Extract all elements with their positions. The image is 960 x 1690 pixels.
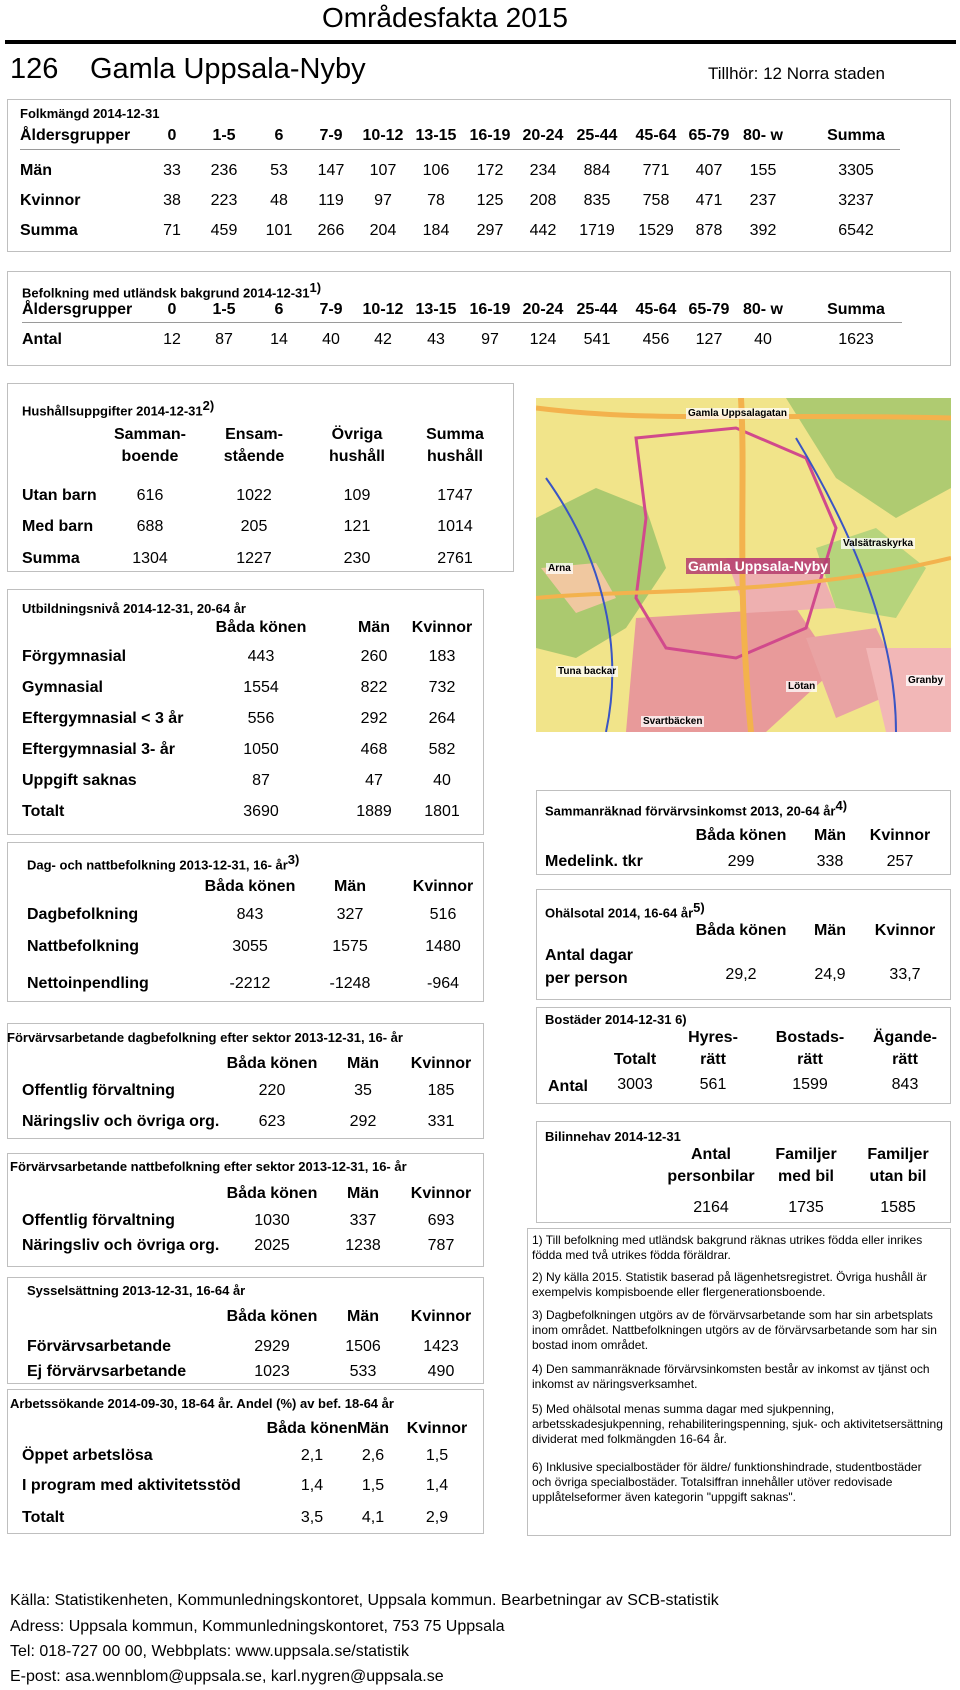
row-label: Antal dagar: [545, 947, 634, 964]
age-group-header: 25-44: [576, 301, 618, 318]
table-cell: 616: [136, 487, 164, 504]
table-cell: 292: [349, 1113, 377, 1130]
table-cell: 3,5: [300, 1509, 324, 1526]
table-cell: 490: [427, 1363, 455, 1380]
table-cell: 459: [210, 222, 238, 239]
row-label: Gymnasial: [22, 679, 103, 696]
education-title: Utbildningsnivå 2014-12-31, 20-64 år: [22, 601, 246, 616]
row-label: Eftergymnasial 3- år: [22, 741, 175, 758]
report-title: Områdesfakta 2015: [322, 2, 568, 33]
population-col-label: Åldersgrupper: [20, 127, 131, 144]
table-cell: 185: [427, 1082, 455, 1099]
table-cell: 264: [428, 710, 456, 727]
foreign-title-text: Befolkning med utländsk bakgrund 2014-12-31: [22, 285, 310, 301]
table-cell: 47: [365, 772, 383, 789]
column-header: Ägande-: [873, 1029, 937, 1046]
table-cell: 1529: [638, 222, 674, 239]
table-cell: 42: [374, 331, 392, 348]
column-header: stående: [223, 448, 285, 465]
table-cell: 443: [247, 648, 275, 665]
income-title: [545, 798, 847, 818]
column-header: Kvinnor: [410, 1308, 472, 1325]
table-cell: 2,9: [425, 1509, 449, 1526]
table-cell: 234: [529, 162, 557, 179]
column-header: utan bil: [869, 1168, 927, 1185]
column-header: Båda könen: [226, 1055, 318, 1072]
age-group-header: 6: [274, 127, 284, 144]
table-cell: 693: [427, 1212, 455, 1229]
column-header: Båda könen: [226, 1308, 318, 1325]
table-cell: 3690: [243, 803, 279, 820]
column-header: Män: [814, 827, 846, 844]
row-label: Förgymnasial: [22, 648, 127, 665]
foreign-header-rule: [22, 322, 902, 323]
night-sector-title: Förvärvsarbetande nattbefolkning efter sektor 2013-12-31, 16- år: [10, 1159, 407, 1174]
table-cell: 1747: [437, 487, 473, 504]
table-cell: 183: [428, 648, 456, 665]
column-header: med bil: [777, 1168, 834, 1185]
sum-header: Summa: [827, 301, 885, 318]
sickness-title: [545, 900, 705, 920]
row-label: Kvinnor: [20, 192, 81, 209]
daynight-title-text: Dag- och nattbefolkning 2013-12-31, 16- år: [27, 857, 288, 873]
table-cell: 107: [369, 162, 397, 179]
table-cell: 147: [317, 162, 345, 179]
table-cell: 40: [754, 331, 772, 348]
column-header: Båda könen: [226, 1185, 318, 1202]
row-label: Öppet arbetslösa: [22, 1447, 153, 1464]
column-header: Kvinnor: [411, 619, 473, 636]
age-group-header: 65-79: [688, 301, 730, 318]
map-label: Svartbäcken: [643, 716, 703, 727]
age-group-header: 10-12: [362, 127, 404, 144]
area-map: [536, 398, 951, 732]
row-label: Antal: [548, 1078, 588, 1095]
column-header: Familjer: [867, 1146, 929, 1163]
table-cell: 124: [529, 331, 557, 348]
row-label: Summa: [22, 550, 80, 567]
table-cell: -964: [426, 975, 460, 992]
age-group-header: 1-5: [212, 301, 236, 318]
row-label: Nettoinpendling: [27, 975, 149, 992]
column-header: Kvinnor: [869, 827, 931, 844]
age-group-header: 0: [167, 301, 177, 318]
table-cell: 204: [369, 222, 397, 239]
column-header: Båda könen: [695, 922, 787, 939]
table-cell: 14: [270, 331, 288, 348]
table-cell: 771: [642, 162, 670, 179]
row-label: Offentlig förvaltning: [22, 1212, 175, 1229]
row-label: Förvärvsarbetande: [27, 1338, 172, 1355]
table-cell: 392: [749, 222, 777, 239]
table-cell: 337: [349, 1212, 377, 1229]
column-header: rätt: [892, 1051, 918, 1068]
column-header: Kvinnor: [412, 878, 474, 895]
column-header: Ensam-: [225, 426, 283, 443]
table-cell: 1506: [345, 1338, 381, 1355]
population-header-rule: [20, 149, 900, 150]
table-cell: 97: [481, 331, 499, 348]
column-header: Bostads-: [775, 1029, 845, 1046]
age-group-header: 16-19: [469, 301, 511, 318]
map-label: Arna: [548, 563, 571, 574]
table-cell: 297: [476, 222, 504, 239]
table-cell: 127: [695, 331, 723, 348]
table-cell: 556: [247, 710, 275, 727]
table-cell: 299: [727, 853, 755, 870]
table-cell: 109: [343, 487, 371, 504]
column-header: Båda könen: [215, 619, 307, 636]
map-label: Tuna backar: [558, 666, 617, 677]
table-cell: 208: [529, 192, 557, 209]
age-group-header: 25-44: [576, 127, 618, 144]
table-cell: 237: [749, 192, 777, 209]
column-header: Hyres-: [688, 1029, 738, 1046]
sickness-title-text: Ohälsotal 2014, 16-64 år: [545, 905, 694, 921]
table-cell: 184: [422, 222, 450, 239]
table-cell: 1735: [788, 1199, 824, 1216]
footnote: 5) Med ohälsotal menas summa dagar med sjukpenning, arbetsskadesjukpenning, rehabiliteringspenning, sjuk- och aktivitetsersättning dividerat med folkmängden 16-64 år.: [532, 1402, 943, 1446]
age-group-header: 6: [274, 301, 284, 318]
table-cell: 33,7: [889, 966, 921, 983]
age-group-header: 20-24: [522, 127, 564, 144]
age-group-header: 80- w: [742, 127, 783, 144]
column-header: Övriga: [331, 426, 383, 443]
column-header: Män: [357, 1420, 389, 1437]
row-label: Totalt: [22, 1509, 65, 1526]
income-title-text: Sammanräknad förvärvsinkomst 2013, 20-64 år: [545, 803, 836, 819]
table-cell: 787: [427, 1237, 455, 1254]
table-cell: 121: [343, 518, 371, 535]
table-cell: 106: [422, 162, 450, 179]
map-label: Gamla Uppsala-Nyby: [688, 558, 829, 574]
footnote: 2) Ny källa 2015. Statistik baserad på lägenhetsregistret. Övriga hushåll är exempelvis kompisboende eller flergenerationsboende.: [532, 1270, 927, 1299]
area-number: 126: [10, 53, 59, 85]
row-label: Nattbefolkning: [27, 938, 139, 955]
table-cell: 220: [258, 1082, 286, 1099]
table-cell: 40: [433, 772, 451, 789]
table-cell: 1599: [792, 1076, 828, 1093]
table-cell: 292: [360, 710, 388, 727]
table-cell: 119: [318, 192, 344, 209]
table-cell: 878: [695, 222, 723, 239]
age-group-header: 0: [167, 127, 177, 144]
table-cell: -1248: [329, 975, 371, 992]
table-cell: 843: [891, 1076, 919, 1093]
table-cell: 688: [136, 518, 164, 535]
table-cell: 1554: [243, 679, 279, 696]
table-cell: 822: [360, 679, 388, 696]
table-cell: 87: [215, 331, 233, 348]
area-name: Gamla Uppsala-Nyby: [90, 53, 366, 85]
table-cell: 87: [252, 772, 270, 789]
table-cell: 456: [642, 331, 670, 348]
area-belongs-to: Tillhör: 12 Norra staden: [708, 64, 886, 83]
table-cell: 1423: [423, 1338, 459, 1355]
age-group-header: 7-9: [319, 301, 343, 318]
table-cell: 623: [258, 1113, 286, 1130]
row-label: Totalt: [22, 803, 65, 820]
row-label: Utan barn: [22, 487, 97, 504]
map-label: Gamla Uppsalagatan: [688, 408, 787, 419]
table-cell: 1585: [880, 1199, 916, 1216]
table-cell: 561: [699, 1076, 727, 1093]
column-header: Antal: [691, 1146, 731, 1163]
table-cell: 327: [336, 906, 364, 923]
footer-line: E-post: asa.wennblom@uppsala.se, karl.nygren@uppsala.se: [10, 1668, 444, 1685]
age-group-header: 80- w: [742, 301, 783, 318]
table-cell: 1889: [356, 803, 392, 820]
table-cell: 732: [428, 679, 456, 696]
row-label: Ej förvärvsarbetande: [27, 1363, 187, 1380]
footnote: 6) Inklusive specialbostäder för äldre/ funktionshindrade, studentbostäder och övriga specialbostäder. Totalsiffran innehåller utöver redovisade upplåtelseformer även kategorin "uppgift saknas".: [532, 1460, 922, 1504]
row-label: Näringsliv och övriga org.: [22, 1237, 220, 1254]
table-cell: 1227: [236, 550, 272, 567]
age-group-header: 10-12: [362, 301, 404, 318]
table-cell: 471: [695, 192, 723, 209]
income-footnote-ref: 4): [835, 798, 848, 813]
sum-cell: 1623: [838, 331, 874, 348]
population-title: Folkmängd 2014-12-31: [20, 106, 160, 121]
age-group-header: 13-15: [415, 301, 457, 318]
sum-cell: 3305: [838, 162, 874, 179]
table-cell: 1,4: [300, 1477, 324, 1494]
table-cell: 1238: [345, 1237, 381, 1254]
age-group-header: 7-9: [319, 127, 343, 144]
table-cell: 884: [583, 162, 611, 179]
sum-cell: 6542: [838, 222, 874, 239]
table-cell: 38: [163, 192, 181, 209]
age-group-header: 13-15: [415, 127, 457, 144]
table-cell: 516: [429, 906, 457, 923]
table-cell: 48: [270, 192, 288, 209]
age-group-header: 20-24: [522, 301, 564, 318]
table-cell: 236: [210, 162, 238, 179]
map-label: Lötan: [788, 681, 816, 692]
row-label: Dagbefolkning: [27, 906, 139, 923]
map-label: Valsätraskyrka: [843, 538, 914, 549]
column-header: Båda könen: [695, 827, 787, 844]
table-cell: 97: [374, 192, 392, 209]
table-cell: 3003: [617, 1076, 653, 1093]
households-title-text: Hushållsuppgifter 2014-12-31: [22, 403, 203, 419]
row-label: Uppgift saknas: [22, 772, 137, 789]
table-cell: 1304: [132, 550, 168, 567]
footer-line: Adress: Uppsala kommun, Kommunledningskontoret, 753 75 Uppsala: [10, 1618, 505, 1635]
column-header: Män: [347, 1185, 379, 1202]
table-cell: 1014: [437, 518, 473, 535]
row-label: Medelink. tkr: [545, 853, 643, 870]
row-label: Summa: [20, 222, 78, 239]
table-cell: 230: [343, 550, 371, 567]
table-cell: 442: [529, 222, 557, 239]
footnote: 4) Den sammanräknade förvärvsinkomsten består av inkomst av tjänst och inkomst av näringsverksamhet.: [532, 1362, 930, 1391]
row-label: Näringsliv och övriga org.: [22, 1113, 220, 1130]
header-rule: [5, 40, 956, 44]
table-cell: 2,1: [300, 1447, 324, 1464]
table-cell: 2025: [254, 1237, 290, 1254]
table-cell: 205: [240, 518, 268, 535]
daynight-footnote-ref: 3): [287, 852, 300, 867]
column-header: boende: [121, 448, 179, 465]
table-cell: 29,2: [725, 966, 757, 983]
age-group-header: 45-64: [635, 301, 677, 318]
table-cell: 24,9: [814, 966, 846, 983]
sum-cell: 3237: [838, 192, 874, 209]
column-header: rätt: [700, 1051, 726, 1068]
table-cell: 4,1: [361, 1509, 385, 1526]
jobseekers-title: Arbetssökande 2014-09-30, 18-64 år. Andel (%) av bef. 18-64 år: [10, 1396, 394, 1411]
column-header: Båda könen: [204, 878, 296, 895]
column-header: hushåll: [426, 448, 483, 465]
table-cell: 223: [210, 192, 238, 209]
table-cell: 1022: [236, 487, 272, 504]
foreign-title: [22, 280, 321, 300]
column-header: hushåll: [328, 448, 385, 465]
table-cell: 266: [317, 222, 345, 239]
table-cell: 1480: [425, 938, 461, 955]
column-header: Båda könen: [266, 1420, 358, 1437]
foreign-footnote-ref: 1): [309, 280, 322, 295]
sum-header: Summa: [827, 127, 885, 144]
households-footnote-ref: 2): [202, 398, 215, 413]
age-group-header: 45-64: [635, 127, 677, 144]
table-cell: 2761: [437, 550, 473, 567]
column-header: Kvinnor: [406, 1420, 468, 1437]
column-header: Totalt: [613, 1051, 657, 1068]
table-cell: 468: [360, 741, 388, 758]
sickness-footnote-ref: 5): [693, 900, 705, 915]
table-cell: 1050: [243, 741, 279, 758]
table-cell: 1,5: [361, 1477, 385, 1494]
footnote: 1) Till befolkning med utländsk bakgrund räknas utrikes födda eller inrikes födda med två utrikes födda föräldrar.: [532, 1233, 923, 1262]
column-header: Män: [358, 619, 390, 636]
column-header: Män: [334, 878, 366, 895]
row-label: Antal: [22, 331, 62, 348]
table-cell: 33: [163, 162, 181, 179]
row-label: per person: [545, 970, 628, 987]
column-header: Kvinnor: [410, 1055, 472, 1072]
table-cell: 331: [427, 1113, 455, 1130]
column-header: Män: [347, 1055, 379, 1072]
column-header: Familjer: [775, 1146, 837, 1163]
table-cell: 172: [476, 162, 504, 179]
table-cell: 1023: [254, 1363, 290, 1380]
row-label: Offentlig förvaltning: [22, 1082, 175, 1099]
age-group-header: 16-19: [469, 127, 511, 144]
table-cell: 53: [270, 162, 288, 179]
column-header: Summa: [426, 426, 484, 443]
column-header: Män: [347, 1308, 379, 1325]
age-group-header: 1-5: [212, 127, 236, 144]
table-cell: 260: [360, 648, 388, 665]
table-cell: 1,4: [425, 1477, 449, 1494]
table-cell: 835: [583, 192, 611, 209]
table-cell: 407: [695, 162, 723, 179]
table-cell: 541: [583, 331, 611, 348]
table-cell: 843: [236, 906, 264, 923]
cars-title: Bilinnehav 2014-12-31: [545, 1129, 681, 1144]
column-header: Män: [814, 922, 846, 939]
table-cell: 2,6: [361, 1447, 385, 1464]
table-cell: 582: [428, 741, 456, 758]
table-cell: 533: [349, 1363, 377, 1380]
table-cell: 155: [749, 162, 777, 179]
column-header: Samman-: [113, 426, 187, 443]
housing-title: Bostäder 2014-12-31 6): [545, 1012, 687, 1027]
table-cell: 71: [163, 222, 181, 239]
row-label: Med barn: [22, 518, 94, 535]
table-cell: -2212: [229, 975, 271, 992]
table-cell: 43: [427, 331, 445, 348]
employment-title: Sysselsättning 2013-12-31, 16-64 år: [27, 1283, 246, 1298]
table-cell: 40: [322, 331, 340, 348]
footer-line: Källa: Statistikenheten, Kommunledningskontoret, Uppsala kommun. Bearbetningar av SCB-statistik: [10, 1592, 719, 1609]
foreign-col-label: Åldersgrupper: [22, 301, 133, 318]
daynight-title: [27, 852, 299, 872]
table-cell: 12: [163, 331, 181, 348]
households-title: [22, 398, 214, 418]
table-cell: 101: [265, 222, 293, 239]
table-cell: 35: [354, 1082, 372, 1099]
age-group-header: 65-79: [688, 127, 730, 144]
table-cell: 1801: [424, 803, 460, 820]
table-cell: 758: [642, 192, 670, 209]
table-cell: 2929: [254, 1338, 290, 1355]
table-cell: 2164: [693, 1199, 729, 1216]
column-header: Kvinnor: [874, 922, 936, 939]
footer-line: Tel: 018-727 00 00, Webbplats: www.uppsala.se/statistik: [10, 1643, 410, 1660]
table-cell: 3055: [232, 938, 268, 955]
table-cell: 1030: [254, 1212, 290, 1229]
day-sector-title: Förvärvsarbetande dagbefolkning efter sektor 2013-12-31, 16- år: [7, 1030, 403, 1045]
table-cell: 338: [816, 853, 844, 870]
row-label: Eftergymnasial < 3 år: [22, 710, 184, 727]
table-cell: 1719: [579, 222, 615, 239]
column-header: rätt: [797, 1051, 823, 1068]
footnote: 3) Dagbefolkningen utgörs av de förvärvsarbetande som har sin arbetsplats inom området. Nattbefolkningen utgörs av de förvärvsarbetande som har sin bostad inom området.: [532, 1308, 937, 1352]
table-cell: 1,5: [425, 1447, 449, 1464]
table-cell: 78: [427, 192, 445, 209]
table-cell: 125: [476, 192, 504, 209]
row-label: I program med aktivitetsstöd: [22, 1477, 241, 1494]
column-header: Kvinnor: [410, 1185, 472, 1202]
column-header: personbilar: [667, 1168, 755, 1185]
table-cell: 1575: [332, 938, 368, 955]
row-label: Män: [20, 162, 52, 179]
map-label: Granby: [908, 675, 944, 686]
table-cell: 257: [886, 853, 914, 870]
